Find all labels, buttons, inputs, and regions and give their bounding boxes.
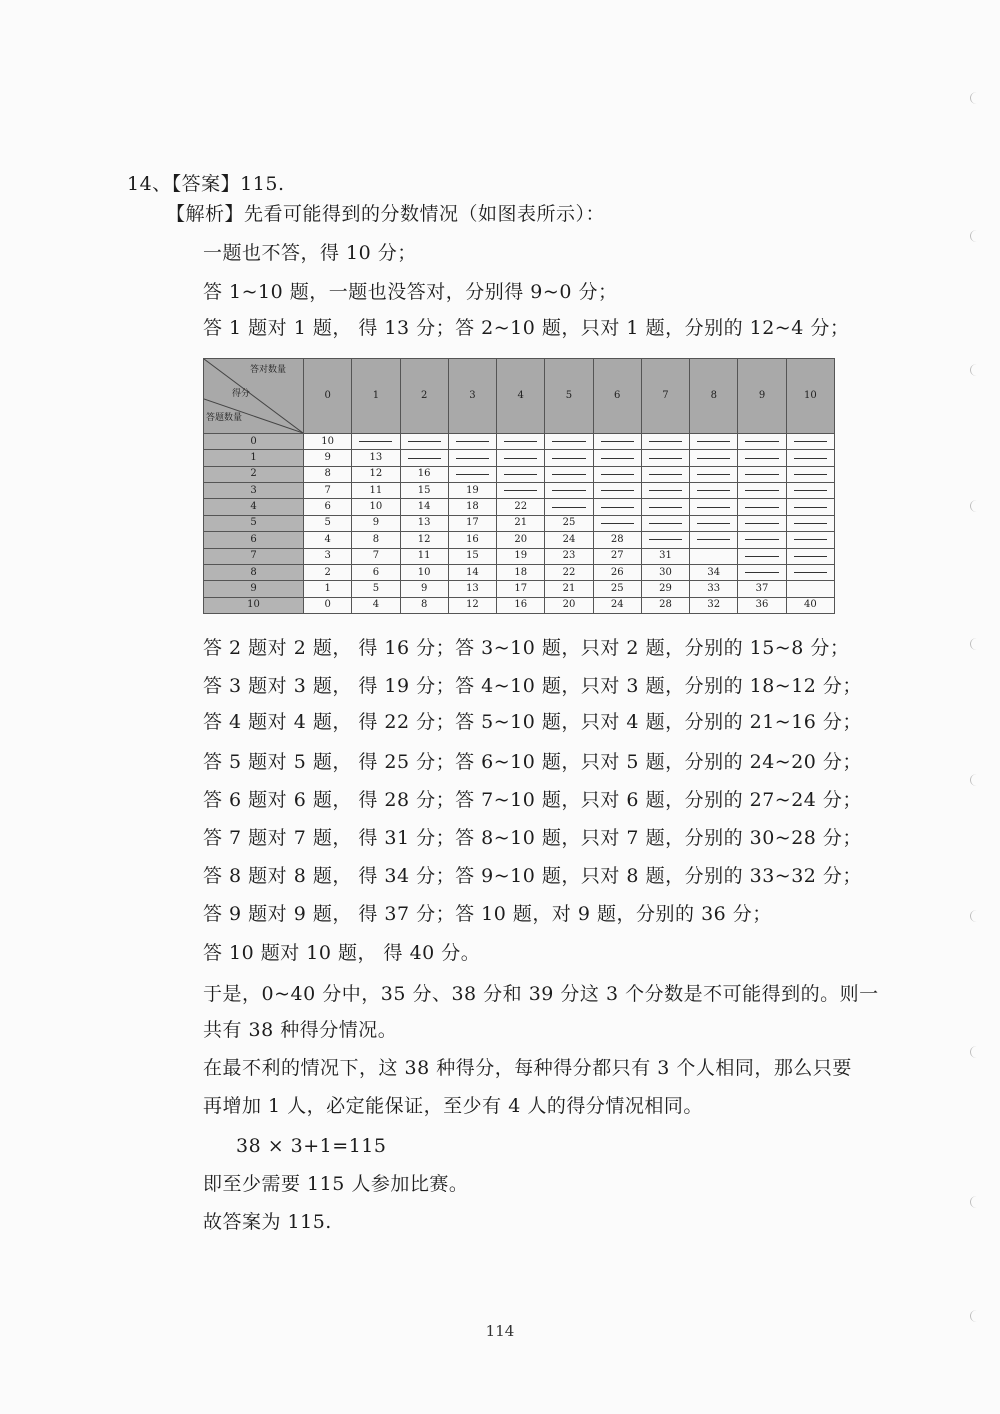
dash-mark (745, 556, 778, 557)
binding-mark (970, 364, 983, 376)
table-cell-dash (545, 434, 593, 450)
table-cell: 11 (400, 548, 448, 564)
corner-label-correct-count: 答对数量 (250, 365, 287, 375)
table-cell-dash (786, 499, 834, 515)
table-cell: 20 (545, 597, 593, 613)
table-cell: 22 (497, 499, 545, 515)
table-cell: 14 (448, 564, 496, 580)
dash-mark (697, 539, 730, 540)
table-cell: 8 (400, 597, 448, 613)
table-cell-dash (545, 499, 593, 515)
dash-mark (794, 556, 827, 557)
dash-mark (697, 458, 730, 459)
binding-mark (970, 638, 983, 650)
table-cell: 1 (304, 581, 352, 597)
table-cell-dash (786, 515, 834, 531)
table-cell-dash (690, 483, 738, 499)
dash-mark (504, 490, 537, 491)
table-cell-dash (545, 450, 593, 466)
table-cell: 9 (352, 515, 400, 531)
table-cell: 33 (690, 581, 738, 597)
row-header: 6 (204, 532, 304, 548)
table-cell-dash (738, 466, 786, 482)
table-cell: 30 (641, 564, 689, 580)
table-cell-dash (738, 515, 786, 531)
table-cell: 12 (448, 597, 496, 613)
table-cell-dash (738, 548, 786, 564)
table-corner-cell (204, 359, 304, 434)
dash-mark (552, 474, 585, 475)
table-cell-dash (690, 466, 738, 482)
answer-heading: 14、【答案】115. (127, 173, 285, 195)
table-cell-dash (641, 499, 689, 515)
column-header: 9 (738, 359, 786, 434)
binding-mark (970, 1196, 983, 1208)
table-cell: 28 (641, 597, 689, 613)
table-cell: 21 (545, 581, 593, 597)
final-line: 即至少需要 115 人参加比赛。 (203, 1173, 469, 1195)
table-cell: 32 (690, 597, 738, 613)
dash-mark (552, 507, 585, 508)
dash-mark (601, 474, 634, 475)
table-cell-dash (641, 434, 689, 450)
dash-mark (794, 523, 827, 524)
table-cell-dash (497, 450, 545, 466)
dash-mark (745, 539, 778, 540)
row-header: 0 (204, 434, 304, 450)
corner-label-score: 得分 (232, 389, 251, 399)
table-cell: 13 (448, 581, 496, 597)
table-cell: 18 (497, 564, 545, 580)
row-header: 3 (204, 483, 304, 499)
table-cell-dash (497, 483, 545, 499)
dash-mark (456, 458, 489, 459)
dash-mark (794, 490, 827, 491)
conclusion-line: 在最不利的情况下，这 38 种得分，每种得分都只有 3 个人相同，那么只要 (203, 1057, 852, 1079)
table-cell: 24 (545, 532, 593, 548)
table-cell: 12 (400, 532, 448, 548)
table-cell-dash (400, 450, 448, 466)
row-header: 9 (204, 581, 304, 597)
table-cell: 19 (448, 483, 496, 499)
dash-mark (649, 458, 682, 459)
table-cell: 6 (304, 499, 352, 515)
table-cell-dash (738, 499, 786, 515)
dash-mark (649, 441, 682, 442)
dash-mark (794, 441, 827, 442)
dash-mark (697, 441, 730, 442)
dash-mark (552, 441, 585, 442)
analysis-line: 答 7 题对 7 题， 得 31 分；答 8~10 题，只对 7 题，分别的 30~28 分； (203, 827, 862, 849)
table-cell-dash (641, 450, 689, 466)
table-cell: 16 (448, 532, 496, 548)
column-header: 4 (497, 359, 545, 434)
dash-mark (697, 507, 730, 508)
table-body (204, 434, 835, 614)
dash-mark (601, 523, 634, 524)
table-cell: 16 (400, 466, 448, 482)
dash-mark (601, 458, 634, 459)
column-header: 3 (448, 359, 496, 434)
table-cell: 10 (400, 564, 448, 580)
table-cell: 14 (400, 499, 448, 515)
table-cell-dash (690, 515, 738, 531)
table-cell: 4 (352, 597, 400, 613)
binding-mark (970, 1046, 983, 1058)
table-cell-dash (641, 483, 689, 499)
table-cell-dash (738, 450, 786, 466)
row-header: 2 (204, 466, 304, 482)
dash-mark (504, 458, 537, 459)
dash-mark (601, 507, 634, 508)
dash-mark (504, 441, 537, 442)
table-cell-dash (738, 564, 786, 580)
table-cell-dash (448, 466, 496, 482)
column-header: 7 (641, 359, 689, 434)
analysis-line: 答 10 题对 10 题， 得 40 分。 (203, 942, 481, 964)
table-cell-dash (352, 434, 400, 450)
table-cell-dash (786, 548, 834, 564)
table-cell: 16 (497, 597, 545, 613)
table-row (204, 597, 835, 613)
dash-mark (794, 458, 827, 459)
table-row (204, 564, 835, 580)
dash-mark (745, 490, 778, 491)
table-cell-dash (641, 532, 689, 548)
table-cell-dash (641, 515, 689, 531)
analysis-line: 答 6 题对 6 题， 得 28 分；答 7~10 题，只对 6 题，分别的 27~24 分； (203, 789, 862, 811)
table-row (204, 548, 835, 564)
final-line: 故答案为 115. (203, 1211, 332, 1233)
dash-mark (794, 474, 827, 475)
dash-mark (408, 441, 441, 442)
table-cell-dash (786, 434, 834, 450)
table-row (204, 434, 835, 450)
table-cell-dash (545, 483, 593, 499)
dash-mark (745, 523, 778, 524)
table-cell-dash (497, 434, 545, 450)
table-cell-dash (786, 564, 834, 580)
table-cell: 15 (448, 548, 496, 564)
table-cell-dash (690, 532, 738, 548)
table-cell: 26 (593, 564, 641, 580)
table-cell: 19 (497, 548, 545, 564)
table-cell-dash (593, 466, 641, 482)
table-row (204, 499, 835, 515)
table-cell: 4 (304, 532, 352, 548)
table-cell: 25 (593, 581, 641, 597)
analysis-intro: 【解析】先看可能得到的分数情况（如图表所示）： (166, 203, 606, 225)
formula: 38 × 3+1=115 (236, 1135, 387, 1157)
table-cell-dash (738, 532, 786, 548)
table-cell: 9 (400, 581, 448, 597)
page-number: 114 (485, 1322, 515, 1340)
table-cell: 36 (738, 597, 786, 613)
dash-mark (697, 490, 730, 491)
dash-mark (697, 474, 730, 475)
table-cell-dash (738, 434, 786, 450)
table-cell: 8 (352, 532, 400, 548)
table-cell-dash (786, 532, 834, 548)
table-cell-dash (593, 483, 641, 499)
table-row (204, 466, 835, 482)
table-cell: 12 (352, 466, 400, 482)
analysis-line: 答 2 题对 2 题， 得 16 分；答 3~10 题，只对 2 题，分别的 15~8 分； (203, 637, 850, 659)
dash-mark (649, 490, 682, 491)
table-cell-dash (448, 434, 496, 450)
table-cell: 13 (400, 515, 448, 531)
table-cell: 5 (304, 515, 352, 531)
row-header: 5 (204, 515, 304, 531)
dash-mark (745, 474, 778, 475)
row-header: 10 (204, 597, 304, 613)
table-cell: 13 (352, 450, 400, 466)
analysis-line: 答 5 题对 5 题， 得 25 分；答 6~10 题，只对 5 题，分别的 24~20 分； (203, 751, 862, 773)
dash-mark (504, 474, 537, 475)
table-cell: 40 (786, 597, 834, 613)
analysis-line: 答 4 题对 4 题， 得 22 分；答 5~10 题，只对 4 题，分别的 21~16 分； (203, 711, 862, 733)
table-cell (690, 548, 738, 564)
table-cell: 3 (304, 548, 352, 564)
dash-mark (601, 490, 634, 491)
table-cell-dash (690, 450, 738, 466)
dash-mark (649, 507, 682, 508)
binding-mark (970, 230, 983, 242)
dash-mark (601, 441, 634, 442)
table-cell: 7 (304, 483, 352, 499)
table-cell: 5 (352, 581, 400, 597)
dash-mark (649, 539, 682, 540)
dash-mark (794, 507, 827, 508)
table-cell: 8 (304, 466, 352, 482)
table-row (204, 581, 835, 597)
table-row (204, 450, 835, 466)
table-cell: 20 (497, 532, 545, 548)
conclusion-line: 再增加 1 人，必定能保证，至少有 4 人的得分情况相同。 (203, 1095, 703, 1117)
row-header: 8 (204, 564, 304, 580)
analysis-line: 答 1 题对 1 题， 得 13 分；答 2~10 题，只对 1 题，分别的 12~4 分； (203, 317, 850, 339)
table-row (204, 532, 835, 548)
column-header: 5 (545, 359, 593, 434)
conclusion-line: 于是，0~40 分中，35 分、38 分和 39 分这 3 个分数是不可能得到的。则一 (203, 983, 879, 1005)
dash-mark (794, 572, 827, 573)
table-cell: 6 (352, 564, 400, 580)
column-header: 2 (400, 359, 448, 434)
table-cell: 11 (352, 483, 400, 499)
analysis-line: 答 1~10 题，一题也没答对，分别得 9~0 分； (203, 281, 618, 303)
dash-mark (359, 441, 392, 442)
table-cell-dash (593, 450, 641, 466)
table-cell: 17 (497, 581, 545, 597)
table-cell: 34 (690, 564, 738, 580)
dash-mark (552, 458, 585, 459)
table-cell: 24 (593, 597, 641, 613)
dash-mark (745, 441, 778, 442)
table-cell: 22 (545, 564, 593, 580)
table-cell-dash (786, 466, 834, 482)
table-cell: 7 (352, 548, 400, 564)
dash-mark (408, 458, 441, 459)
column-header: 1 (352, 359, 400, 434)
column-header: 6 (593, 359, 641, 434)
table-cell-dash (690, 434, 738, 450)
table-cell: 37 (738, 581, 786, 597)
analysis-line: 答 8 题对 8 题， 得 34 分；答 9~10 题，只对 8 题，分别的 33~32 分； (203, 865, 862, 887)
table-cell: 23 (545, 548, 593, 564)
dash-mark (456, 474, 489, 475)
table-cell-dash (400, 434, 448, 450)
table-cell-dash (497, 466, 545, 482)
dash-mark (745, 572, 778, 573)
table-cell-dash (593, 515, 641, 531)
table-cell-dash (786, 450, 834, 466)
corner-label-answered-count: 答题数量 (206, 413, 243, 423)
binding-mark (970, 774, 983, 786)
table-cell: 2 (304, 564, 352, 580)
conclusion-line: 共有 38 种得分情况。 (203, 1019, 398, 1041)
analysis-line: 答 3 题对 3 题， 得 19 分；答 4~10 题，只对 3 题，分别的 18~12 分； (203, 675, 862, 697)
table-cell: 28 (593, 532, 641, 548)
table-cell: 0 (304, 597, 352, 613)
dash-mark (745, 458, 778, 459)
table-cell: 27 (593, 548, 641, 564)
table-cell-dash (593, 499, 641, 515)
binding-mark (970, 1310, 983, 1322)
binding-mark (970, 92, 983, 104)
dash-mark (794, 539, 827, 540)
analysis-line: 答 9 题对 9 题， 得 37 分；答 10 题，对 9 题，分别的 36 分； (203, 903, 772, 925)
dash-mark (649, 523, 682, 524)
dash-mark (745, 507, 778, 508)
table-cell-dash (738, 483, 786, 499)
column-header: 0 (304, 359, 352, 434)
dash-mark (456, 441, 489, 442)
row-header: 4 (204, 499, 304, 515)
dash-mark (649, 474, 682, 475)
table-cell: 17 (448, 515, 496, 531)
table-cell-dash (641, 466, 689, 482)
table-cell: 29 (641, 581, 689, 597)
row-header: 7 (204, 548, 304, 564)
table-cell: 10 (304, 434, 352, 450)
binding-mark (970, 910, 983, 922)
table-cell: 18 (448, 499, 496, 515)
table-cell: 9 (304, 450, 352, 466)
analysis-line: 一题也不答，得 10 分； (203, 242, 417, 264)
table-cell: 15 (400, 483, 448, 499)
binding-mark (970, 500, 983, 512)
table-cell: 10 (352, 499, 400, 515)
column-header: 8 (690, 359, 738, 434)
table-row (204, 483, 835, 499)
table-cell-dash (786, 483, 834, 499)
table-cell-dash (545, 466, 593, 482)
table-cell: 21 (497, 515, 545, 531)
dash-mark (552, 490, 585, 491)
table-cell: 31 (641, 548, 689, 564)
row-header: 1 (204, 450, 304, 466)
table-cell: 25 (545, 515, 593, 531)
score-table (203, 358, 835, 614)
table-cell-dash (593, 434, 641, 450)
table-cell-dash (448, 450, 496, 466)
column-header: 10 (786, 359, 834, 434)
table-header-row (204, 359, 835, 434)
dash-mark (697, 523, 730, 524)
table-cell-dash (690, 499, 738, 515)
table-row (204, 515, 835, 531)
table-cell (786, 581, 834, 597)
